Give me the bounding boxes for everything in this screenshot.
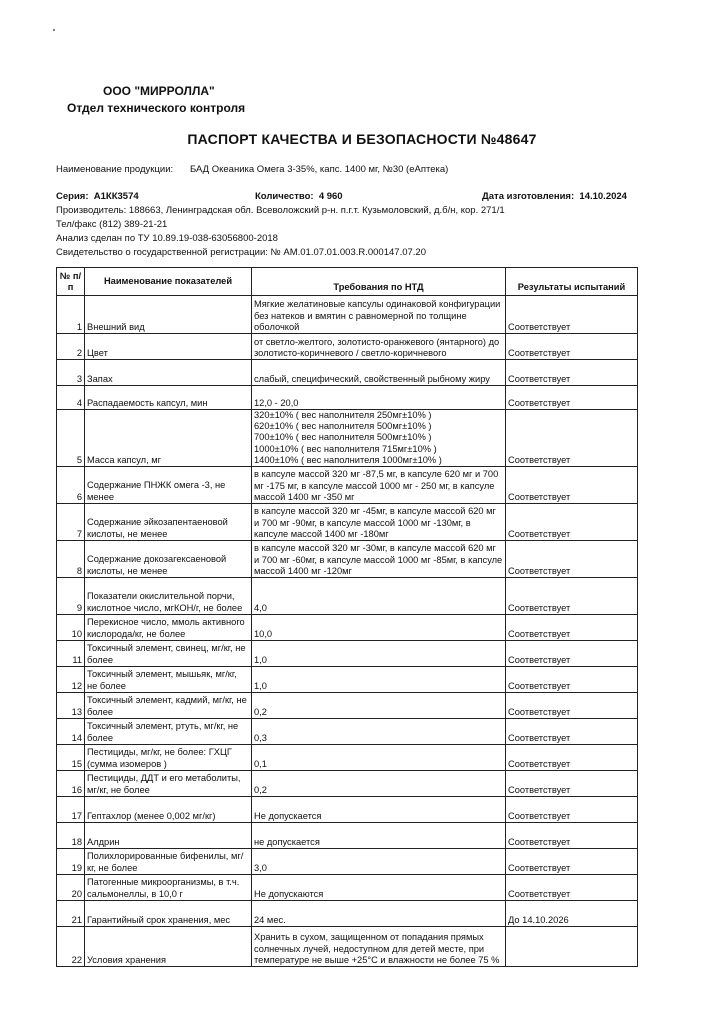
row-result: Соответствует	[506, 875, 638, 901]
row-requirement: 1,0	[252, 641, 506, 667]
row-indicator-name: Токсичный элемент, ртуть, мг/кг, не более	[85, 719, 252, 745]
table-row	[57, 615, 638, 641]
table-row	[57, 667, 638, 693]
scan-speck	[53, 29, 55, 31]
row-indicator-name: Распадаемость капсул, мин	[85, 386, 252, 410]
row-requirement: 4,0	[252, 578, 506, 615]
table-row	[57, 849, 638, 875]
header-name: Наименование показателей	[85, 268, 252, 296]
row-requirement: 0,2	[252, 771, 506, 797]
product-name-value: БАД Океаника Омега 3-35%, капс. 1400 мг, №30 (еАптека)	[190, 164, 449, 175]
manufacturer-line: Производитель: 188663, Ленинградская обл. Всеволожский р-н. п.г.т. Кузьмоловский, д.б/н, кор. 271/1	[56, 205, 505, 216]
row-number: 16	[57, 771, 85, 797]
row-requirement: в капсуле массой 320 мг -45мг, в капсуле массой 620 мг и 700 мг -90мг, в капсуле массой 1000 мг -130мг, в капсуле массой 1400 мг -180мг	[252, 504, 506, 541]
row-indicator-name: Цвет	[85, 334, 252, 360]
header-requirement: Требования по НТД	[252, 268, 506, 296]
row-number: 21	[57, 901, 85, 927]
row-indicator-name: Токсичный элемент, мышьяк, мг/кг, не более	[85, 667, 252, 693]
series-label: Серия:	[56, 191, 89, 202]
table-row	[57, 334, 638, 360]
row-result: Соответствует	[506, 797, 638, 823]
row-number: 18	[57, 823, 85, 849]
manufacture-date-value: 14.10.2024	[579, 191, 627, 202]
table-row	[57, 901, 638, 927]
row-result: Соответствует	[506, 541, 638, 578]
company-name: ООО "МИРРОЛЛА"	[103, 84, 215, 98]
row-requirement: Не допускаются	[252, 875, 506, 901]
row-indicator-name: Гарантийный срок хранения, мес	[85, 901, 252, 927]
table-row	[57, 823, 638, 849]
row-result: Соответствует	[506, 334, 638, 360]
row-result	[506, 927, 638, 967]
row-requirement: от светло-желтого, золотисто-оранжевого (янтарного) до золотисто-коричневого / светло-коричневого	[252, 334, 506, 360]
row-number: 9	[57, 578, 85, 615]
series-value: А1КК3574	[93, 191, 139, 202]
series-block	[56, 191, 139, 202]
table-row	[57, 541, 638, 578]
manufacture-date-label: Дата изготовления:	[482, 191, 575, 202]
row-number: 7	[57, 504, 85, 541]
row-result: Соответствует	[506, 693, 638, 719]
row-result: Соответствует	[506, 578, 638, 615]
requirement-line: 1400±10% ( вес наполнителя 1000мг±10% )	[254, 454, 442, 465]
row-number: 2	[57, 334, 85, 360]
row-requirement: Хранить в сухом, защищенном от попадания прямых солнечных лучей, недоступном для детей месте, при температуре не выше +25°С и влажности не более 75 %	[252, 927, 506, 967]
row-result: Соответствует	[506, 615, 638, 641]
table-row	[57, 771, 638, 797]
row-requirement: 3,0	[252, 849, 506, 875]
quantity-label: Количество:	[255, 191, 314, 202]
product-name-label: Наименование продукции:	[56, 164, 174, 175]
table-row	[57, 410, 638, 467]
row-indicator-name: Содержание ПНЖК омега -3, не менее	[85, 467, 252, 504]
requirement-line: 320±10% ( вес наполнителя 250мг±10% )	[254, 410, 432, 420]
row-result: До 14.10.2026	[506, 901, 638, 927]
row-number: 17	[57, 797, 85, 823]
table-row	[57, 578, 638, 615]
row-requirement	[252, 410, 506, 467]
row-indicator-name: Гептахлор (менее 0,002 мг/кг)	[85, 797, 252, 823]
table-row	[57, 386, 638, 410]
row-requirement: не допускается	[252, 823, 506, 849]
department-name: Отдел технического контроля	[67, 101, 246, 115]
row-requirement: 24 мес.	[252, 901, 506, 927]
row-requirement: Мягкие желатиновые капсулы одинаковой конфигурации без натеков и вмятин с равномерной по толщине оболочкой	[252, 296, 506, 334]
row-number: 13	[57, 693, 85, 719]
table-row	[57, 927, 638, 967]
table-row	[57, 875, 638, 901]
row-requirement: слабый, специфический, свойственный рыбному жиру	[252, 360, 506, 386]
row-number: 4	[57, 386, 85, 410]
row-indicator-name: Содержание эйкозапентаеновой кислоты, не менее	[85, 504, 252, 541]
row-number: 8	[57, 541, 85, 578]
row-indicator-name: Содержание докозагексаеновой кислоты, не менее	[85, 541, 252, 578]
row-result: Соответствует	[506, 823, 638, 849]
row-requirement: 10,0	[252, 615, 506, 641]
row-result: Соответствует	[506, 849, 638, 875]
row-requirement: в капсуле массой 320 мг -87,5 мг, в капсуле 620 мг и 700 мг -175 мг, в капсуле массой 1000 мг - 250 мг, в капсуле массой 1400 мг -350 мг	[252, 467, 506, 504]
requirement-line: 620±10% ( вес наполнителя 500мг±10% )	[254, 421, 432, 432]
row-number: 19	[57, 849, 85, 875]
row-indicator-name: Алдрин	[85, 823, 252, 849]
table-row	[57, 504, 638, 541]
row-result: Соответствует	[506, 719, 638, 745]
row-number: 3	[57, 360, 85, 386]
quality-table	[56, 267, 638, 967]
table-header-row	[57, 268, 638, 296]
row-indicator-name: Токсичный элемент, кадмий, мг/кг, не более	[85, 693, 252, 719]
table-row	[57, 360, 638, 386]
table-row	[57, 693, 638, 719]
row-indicator-name: Показатели окислительной порчи, кислотное число, мгКОН/г, не более	[85, 578, 252, 615]
document-title: ПАСПОРТ КАЧЕСТВА И БЕЗОПАСНОСТИ №48647	[187, 131, 537, 147]
row-indicator-name: Пестициды, мг/кг, не более: ГХЦГ (сумма изомеров )	[85, 745, 252, 771]
phone-line: Тел/факс (812) 389-21-21	[56, 219, 168, 230]
quantity-block	[255, 191, 343, 202]
row-number: 11	[57, 641, 85, 667]
requirement-line: 700±10% ( вес наполнителя 500мг±10% )	[254, 432, 432, 443]
row-result: Соответствует	[506, 504, 638, 541]
row-requirement: 0,2	[252, 693, 506, 719]
row-indicator-name: Токсичный элемент, свинец, мг/кг, не более	[85, 641, 252, 667]
quantity-value: 4 960	[318, 191, 343, 202]
row-indicator-name: Перекисное число, ммоль активного кислорода/кг, не более	[85, 615, 252, 641]
row-number: 20	[57, 875, 85, 901]
row-result: Соответствует	[506, 667, 638, 693]
row-number: 5	[57, 410, 85, 467]
requirement-line: 1000±10% ( вес наполнителя 715мг±10% )	[254, 443, 437, 454]
row-requirement: 0,3	[252, 719, 506, 745]
row-number: 14	[57, 719, 85, 745]
row-result: Соответствует	[506, 745, 638, 771]
row-number: 12	[57, 667, 85, 693]
row-requirement: 1,0	[252, 667, 506, 693]
row-indicator-name: Пестициды, ДДТ и его метаболиты, мг/кг, не более	[85, 771, 252, 797]
row-number: 6	[57, 467, 85, 504]
row-result: Соответствует	[506, 360, 638, 386]
row-result: Соответствует	[506, 410, 638, 467]
table-row	[57, 641, 638, 667]
row-indicator-name: Запах	[85, 360, 252, 386]
row-indicator-name: Условия хранения	[85, 927, 252, 967]
row-indicator-name: Патогенные микроорганизмы, в т.ч. сальмонеллы, в 10,0 г	[85, 875, 252, 901]
row-result: Соответствует	[506, 641, 638, 667]
header-result: Результаты испытаний	[506, 268, 638, 296]
analysis-line: Анализ сделан по ТУ 10.89.19-038-63056800-2018	[56, 233, 278, 244]
row-indicator-name: Масса капсул, мг	[85, 410, 252, 467]
row-number: 10	[57, 615, 85, 641]
table-row	[57, 797, 638, 823]
table-row	[57, 467, 638, 504]
row-number: 15	[57, 745, 85, 771]
row-number: 22	[57, 927, 85, 967]
row-result: Соответствует	[506, 296, 638, 334]
row-result: Соответствует	[506, 386, 638, 410]
table-row	[57, 296, 638, 334]
row-requirement: 0,1	[252, 745, 506, 771]
row-requirement: 12,0 - 20,0	[252, 386, 506, 410]
row-result: Соответствует	[506, 771, 638, 797]
table-row	[57, 719, 638, 745]
row-requirement: в капсуле массой 320 мг -30мг, в капсуле массой 620 мг и 700 мг -60мг, в капсуле массой 1000 мг -85мг, в капсуле массой 1400 мг -120мг	[252, 541, 506, 578]
row-result: Соответствует	[506, 467, 638, 504]
row-number: 1	[57, 296, 85, 334]
header-num: № п/п	[57, 268, 85, 296]
certificate-line: Свидетельство о государственной регистрации: № АМ.01.07.01.003.R.000147.07.20	[56, 247, 426, 258]
row-indicator-name: Полихлорированные бифенилы, мг/кг, не более	[85, 849, 252, 875]
row-requirement: Не допускается	[252, 797, 506, 823]
table-row	[57, 745, 638, 771]
row-indicator-name: Внешний вид	[85, 296, 252, 334]
manufacture-date-block	[482, 191, 627, 202]
